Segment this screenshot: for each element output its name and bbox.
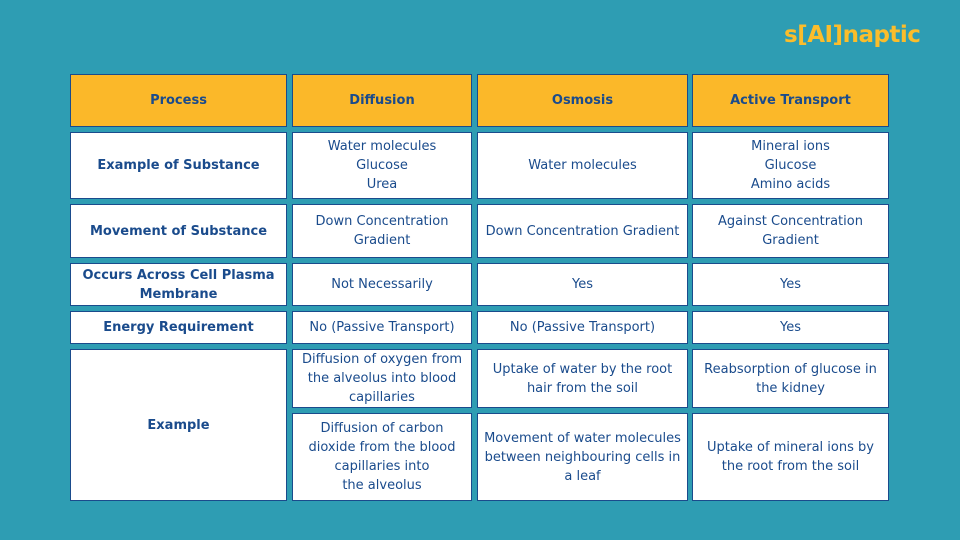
cell-diffusion-energy: No (Passive Transport)	[292, 311, 472, 344]
cell-osmosis-example-1: Uptake of water by the root hair from the soil	[477, 349, 688, 408]
row-label-energy-requirement: Energy Requirement	[70, 311, 287, 344]
cell-active-substance: Mineral ions Glucose Amino acids	[692, 132, 889, 199]
cell-diffusion-movement: Down Concentration Gradient	[292, 204, 472, 258]
cell-active-example-2: Uptake of mineral ions by the root from the soil	[692, 413, 889, 501]
cell-active-energy: Yes	[692, 311, 889, 344]
header-active-transport: Active Transport	[692, 74, 889, 127]
cell-diffusion-substance: Water molecules Glucose Urea	[292, 132, 472, 199]
cell-osmosis-substance: Water molecules	[477, 132, 688, 199]
cell-osmosis-energy: No (Passive Transport)	[477, 311, 688, 344]
row-label-occurs-across-membrane: Occurs Across Cell Plasma Membrane	[70, 263, 287, 306]
cell-osmosis-membrane: Yes	[477, 263, 688, 306]
cell-active-membrane: Yes	[692, 263, 889, 306]
cell-active-movement: Against Concentration Gradient	[692, 204, 889, 258]
cell-diffusion-example-1: Diffusion of oxygen from the alveolus into blood capillaries	[292, 349, 472, 408]
cell-diffusion-example-2: Diffusion of carbon dioxide from the blood capillaries into the alveolus	[292, 413, 472, 501]
row-label-movement-of-substance: Movement of Substance	[70, 204, 287, 258]
header-process: Process	[70, 74, 287, 127]
cell-active-example-1: Reabsorption of glucose in the kidney	[692, 349, 889, 408]
cell-osmosis-example-2: Movement of water molecules between neighbouring cells in a leaf	[477, 413, 688, 501]
row-label-example-of-substance: Example of Substance	[70, 132, 287, 199]
header-osmosis: Osmosis	[477, 74, 688, 127]
brand-logo: s[AI]naptic	[784, 22, 921, 48]
row-label-example: Example	[70, 349, 287, 501]
header-diffusion: Diffusion	[292, 74, 472, 127]
cell-diffusion-membrane: Not Necessarily	[292, 263, 472, 306]
cell-osmosis-movement: Down Concentration Gradient	[477, 204, 688, 258]
